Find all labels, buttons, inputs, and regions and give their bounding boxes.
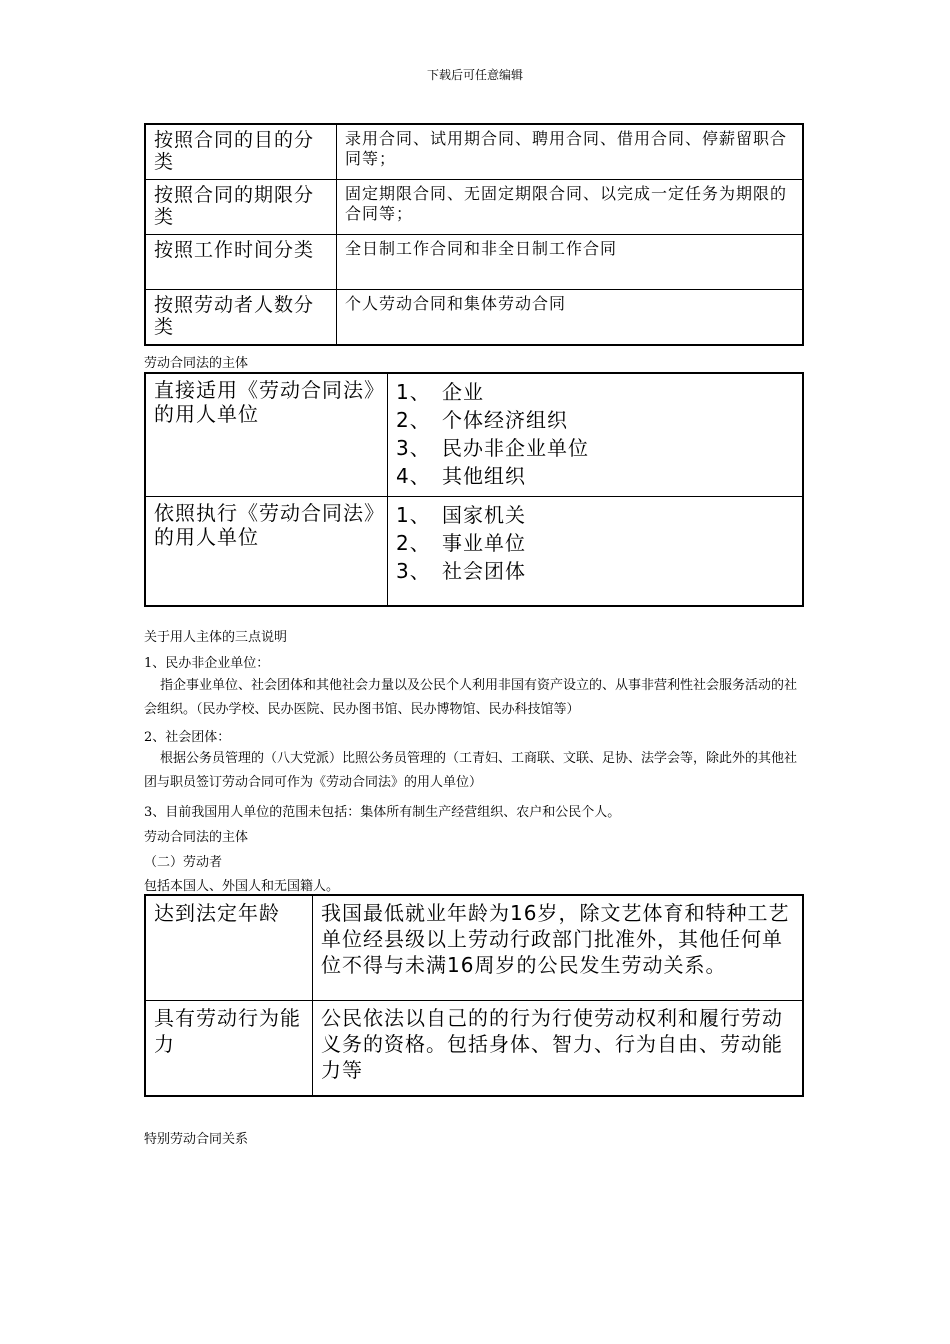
table-cell-key: 按照合同的目的分类 xyxy=(145,124,337,180)
list-item: 3、 民办非企业单位 xyxy=(396,436,589,460)
notes-title: 关于用人主体的三点说明 xyxy=(144,630,288,645)
employer-subject-table xyxy=(144,372,804,607)
list-item: 1、 企业 xyxy=(396,380,484,404)
list-item: 2、 事业单位 xyxy=(396,531,526,555)
table-row xyxy=(145,290,803,346)
worker-subject-table xyxy=(144,894,804,1097)
table-cell-key: 依照执行《劳动合同法》的用人单位 xyxy=(145,497,388,607)
intro-text: 包括本国人、外国人和无国籍人。 xyxy=(144,879,340,894)
page-header: 下载后可任意编辑 xyxy=(426,68,523,82)
table-cell-key: 达到法定年龄 xyxy=(145,895,313,1001)
note-1-body: 指企事业单位、社会团体和其他社会力量以及公民个人利用非国有资产设立的、从事非营利性社会服务活动的社会组织。（民办学校、民办医院、民办图书馆、民办博物馆、民办科技馆等） xyxy=(144,678,798,717)
table-cell-key: 直接适用《劳动合同法》的用人单位 xyxy=(145,373,388,497)
table-row xyxy=(145,1001,803,1097)
table-cell-list xyxy=(388,373,804,497)
list-item: 3、 社会团体 xyxy=(396,559,526,583)
table-cell-key: 按照劳动者人数分类 xyxy=(145,290,337,346)
table-row xyxy=(145,180,803,235)
table-cell-value: 我国最低就业年龄为16岁，除文艺体育和特种工艺单位经县级以上劳动行政部门批准外，其他任何单位不得与未满16周岁的公民发生劳动关系。 xyxy=(313,895,804,1001)
table-cell-value: 固定期限合同、无固定期限合同、以完成一定任务为期限的合同等； xyxy=(337,180,804,235)
sub-heading: （二）劳动者 xyxy=(144,855,223,870)
table-cell-value: 公民依法以自己的的行为行使劳动权利和履行劳动义务的资格。包括身体、智力、行为自由、劳动能力等 xyxy=(313,1001,804,1097)
section-heading: 劳动合同法的主体 xyxy=(144,830,249,845)
table-row xyxy=(145,895,803,1001)
table-cell-key: 按照合同的期限分类 xyxy=(145,180,337,235)
table-row xyxy=(145,124,803,180)
note-2-body: 根据公务员管理的（八大党派）比照公务员管理的（工青妇、工商联、文联、足协、法学会等，除此外的其他社团与职员签订劳动合同可作为《劳动合同法》的用人单位） xyxy=(144,751,798,790)
note-2-title: 2、社会团体： xyxy=(144,730,231,745)
table-cell-value: 全日制工作合同和非全日制工作合同 xyxy=(337,235,804,290)
note-3: 3、目前我国用人单位的范围未包括：集体所有制生产经营组织、农户和公民个人。 xyxy=(144,805,621,820)
table-row xyxy=(145,235,803,290)
section-heading: 特别劳动合同关系 xyxy=(144,1132,249,1147)
table-cell-key: 按照工作时间分类 xyxy=(145,235,337,290)
table-row xyxy=(145,373,803,497)
table-cell-list xyxy=(388,497,804,607)
list-item: 2、 个体经济组织 xyxy=(396,408,568,432)
note-1-title: 1、民办非企业单位： xyxy=(144,656,270,671)
list-item: 4、 其他组织 xyxy=(396,464,526,488)
contract-classification-table xyxy=(144,123,804,346)
list-item: 1、 国家机关 xyxy=(396,503,526,527)
table-cell-key: 具有劳动行为能力 xyxy=(145,1001,313,1097)
table-cell-value: 个人劳动合同和集体劳动合同 xyxy=(337,290,804,346)
section-heading: 劳动合同法的主体 xyxy=(144,356,249,371)
table-row xyxy=(145,497,803,607)
table-cell-value: 录用合同、试用期合同、聘用合同、借用合同、停薪留职合同等； xyxy=(337,124,804,180)
